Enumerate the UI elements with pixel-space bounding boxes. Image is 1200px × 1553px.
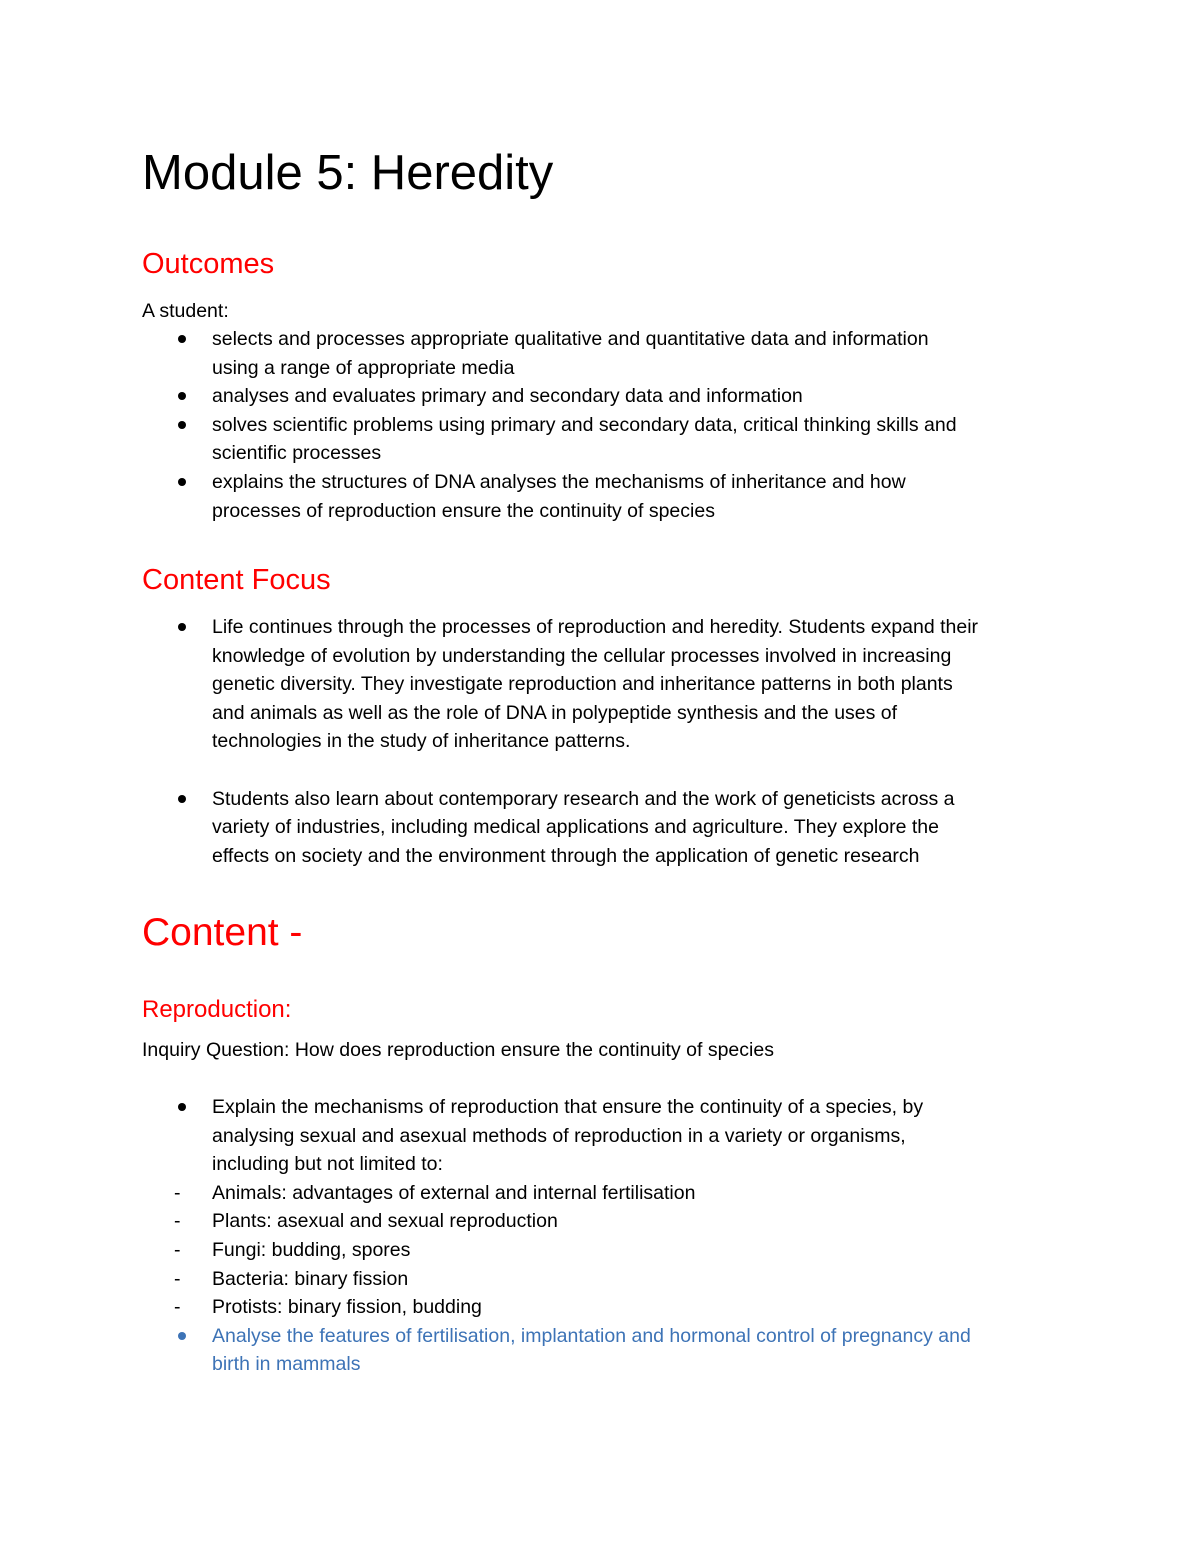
- sub-item-fungi: Fungi: budding, spores: [212, 1238, 411, 1261]
- inquiry-question: Inquiry Question: How does reproduction ensure the continuity of species: [142, 1039, 774, 1061]
- sub-item-bacteria: Bacteria: binary fission: [212, 1267, 409, 1290]
- outcome-4-line-1: explains the structures of DNA analyses the mechanisms of inheritance and how: [212, 470, 906, 493]
- bullet-icon: [178, 1103, 186, 1111]
- explain-line-2: analysing sexual and asexual methods of reproduction in a variety or organisms,: [212, 1124, 906, 1147]
- bullet-icon: [178, 623, 186, 631]
- analyse-line-1: Analyse the features of fertilisation, implantation and hormonal control of pregnancy and: [212, 1324, 971, 1347]
- sub-item-animals: Animals: advantages of external and internal fertilisation: [212, 1181, 696, 1204]
- outcome-4-line-2: processes of reproduction ensure the continuity of species: [212, 499, 715, 522]
- list-item: [142, 468, 1072, 525]
- list-item: [142, 325, 1072, 382]
- list-item: [142, 1265, 1072, 1294]
- list-item: [142, 785, 1072, 871]
- bullet-icon: [178, 392, 186, 400]
- dash-marker: -: [174, 1238, 181, 1261]
- focus-2-line-3: effects on society and the environment through the application of genetic research: [212, 844, 920, 867]
- focus-1-line-4: and animals as well as the role of DNA in polypeptide synthesis and the uses of: [212, 701, 898, 724]
- sub-item-protists: Protists: binary fission, budding: [212, 1296, 482, 1319]
- list-item: [142, 411, 1072, 468]
- list-item: [142, 1093, 1072, 1179]
- outcomes-intro: A student:: [142, 300, 229, 322]
- bullet-icon: [178, 421, 186, 429]
- list-item: [142, 382, 1072, 411]
- list-item: [142, 1236, 1072, 1265]
- list-item: [142, 1322, 1072, 1379]
- outcome-1-line-1: selects and processes appropriate qualitative and quantitative data and information: [212, 328, 929, 350]
- bullet-icon: [178, 1332, 186, 1340]
- focus-1-line-5: technologies in the study of inheritance patterns.: [212, 730, 631, 753]
- bullet-icon: [178, 478, 186, 486]
- explain-line-3: including but not limited to:: [212, 1153, 443, 1176]
- list-item: [142, 1207, 1072, 1236]
- focus-2-line-1: Students also learn about contemporary research and the work of geneticists across a: [212, 787, 955, 810]
- outcomes-list: [142, 325, 1072, 525]
- content-heading: Content -: [142, 911, 303, 954]
- content-focus-heading: Content Focus: [142, 564, 331, 596]
- dash-marker: -: [174, 1267, 181, 1290]
- content-focus-list: [142, 613, 1072, 870]
- bullet-icon: [178, 795, 186, 803]
- reproduction-list: [142, 1093, 1072, 1379]
- focus-1-line-1: Life continues through the processes of reproduction and heredity. Students expand their: [212, 616, 979, 638]
- dash-marker: -: [174, 1296, 181, 1319]
- explain-line-1: Explain the mechanisms of reproduction that ensure the continuity of a species, by: [212, 1096, 924, 1118]
- focus-1-line-3: genetic diversity. They investigate reproduction and inheritance patterns in both plants: [212, 673, 953, 696]
- reproduction-heading: Reproduction:: [142, 996, 292, 1023]
- focus-1-line-2: knowledge of evolution by understanding the cellular processes involved in increasing: [212, 644, 952, 667]
- outcome-3-line-1: solves scientific problems using primary and secondary data, critical thinking skills and: [212, 413, 957, 436]
- outcome-2-line-1: analyses and evaluates primary and secondary data and information: [212, 385, 803, 408]
- analyse-line-2: birth in mammals: [212, 1353, 361, 1376]
- list-item: [142, 613, 1072, 756]
- bullet-icon: [178, 335, 186, 343]
- list-item: [142, 1293, 1072, 1322]
- outcome-3-line-2: scientific processes: [212, 442, 382, 465]
- list-item: [142, 1179, 1072, 1208]
- outcome-1-line-2: using a range of appropriate media: [212, 356, 515, 379]
- dash-marker: -: [174, 1210, 181, 1233]
- focus-2-line-2: variety of industries, including medical applications and agriculture. They explore the: [212, 816, 939, 839]
- dash-marker: -: [174, 1181, 181, 1204]
- sub-item-plants: Plants: asexual and sexual reproduction: [212, 1210, 558, 1233]
- page-title: Module 5: Heredity: [142, 146, 554, 200]
- outcomes-heading: Outcomes: [142, 248, 275, 280]
